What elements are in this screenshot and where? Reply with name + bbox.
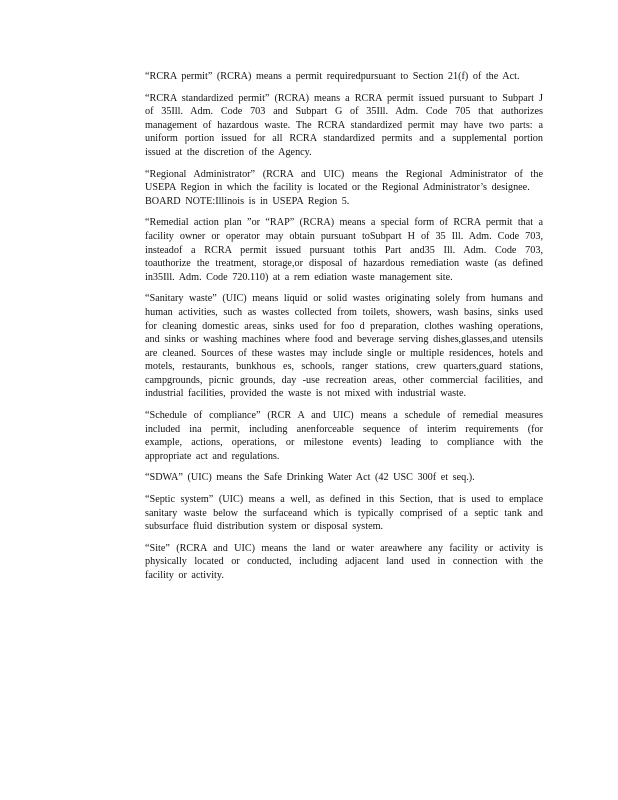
- definition-site: “Site” (RCRA and UIC) means the land or water areawhere any facility or activity is physically located or conducted, including adjacent land used in connection with the facility or activity.: [145, 542, 543, 581]
- definition-rcra-permit: “RCRA permit” (RCRA) means a permit requiredpursuant to Section 21(f) of the Act.: [145, 71, 520, 82]
- definition-sanitary-waste: “Sanitary waste” (UIC) means liquid or solid wastes originating solely from humans and human activities, such as wastes collected from toilets, showers, wash basins, sinks used for cleaning domestic areas, sinks used for foo d preparation, clothes washing operations, and sinks or washing machines where food and beverage serving dishes,glasses,and utensils are cleaned. Sources of these wastes may include single or multiple residences, hotels and motels, restaurants, bunkhous es, schools, ranger stations, crew quarters,guard stations, campgrounds, picnic grounds, day -use recreation areas, other commercial facilities, and industrial facilities, provided the waste is not mixed with industrial waste.: [145, 293, 543, 400]
- definition-sdwa: “SDWA” (UIC) means the Safe Drinking Water Act (42 USC 300f et seq.).: [145, 472, 475, 484]
- definition-rcra-standardized-permit: “RCRA standardized permit” (RCRA) means a RCRA permit issued pursuant to Subpart J of 35Ill. Adm. Code 703 and Subpart G of 35Ill. Adm. Code 705 that authorizes management of hazardous waste. The RCRA standardized permit may have two parts: a uniform portion issued for all RCRA standardized permits and a supplemental portion issued at the discretion of the Agency.: [145, 92, 543, 158]
- definition-regional-administrator: “Regional Administrator” (RCRA and UIC) means the Regional Administrator of the USEPA Region in which the facility is located or the Regional Administrator’s designee. BOARD NOTE:Illinois is in USEPA Region 5.: [145, 168, 543, 207]
- definition-schedule-of-compliance: “Schedule of compliance” (RCR A and UIC) means a schedule of remedial measures included ina permit, including anenforceable sequence of interim requirements (for example, actions, operations, or milestone events) leading to compliance with the appropriate act and regulations.: [145, 410, 543, 462]
- definition-septic-system: “Septic system” (UIC) means a well, as defined in this Section, that is used to emplace sanitary waste below the surfaceand which is typically comprised of a septic tank and subsurface fluid distribution system or disposal system.: [145, 494, 543, 533]
- definition-remedial-action-plan: “Remedial action plan ”or “RAP” (RCRA) means a special form of RCRA permit that a facility owner or operator may obtain pursuant toSubpart H of 35 Ill. Adm. Code 703, insteadof a RCRA permit issued pursuant tothis Part and35 Ill. Adm. Code 703, toauthorize the treatment, storage,or disposal of hazardous remediation waste (as defined in35Ill. Adm. Code 720.110) at a rem ediation waste management site.: [145, 217, 543, 283]
- document-body: [145, 70, 543, 583]
